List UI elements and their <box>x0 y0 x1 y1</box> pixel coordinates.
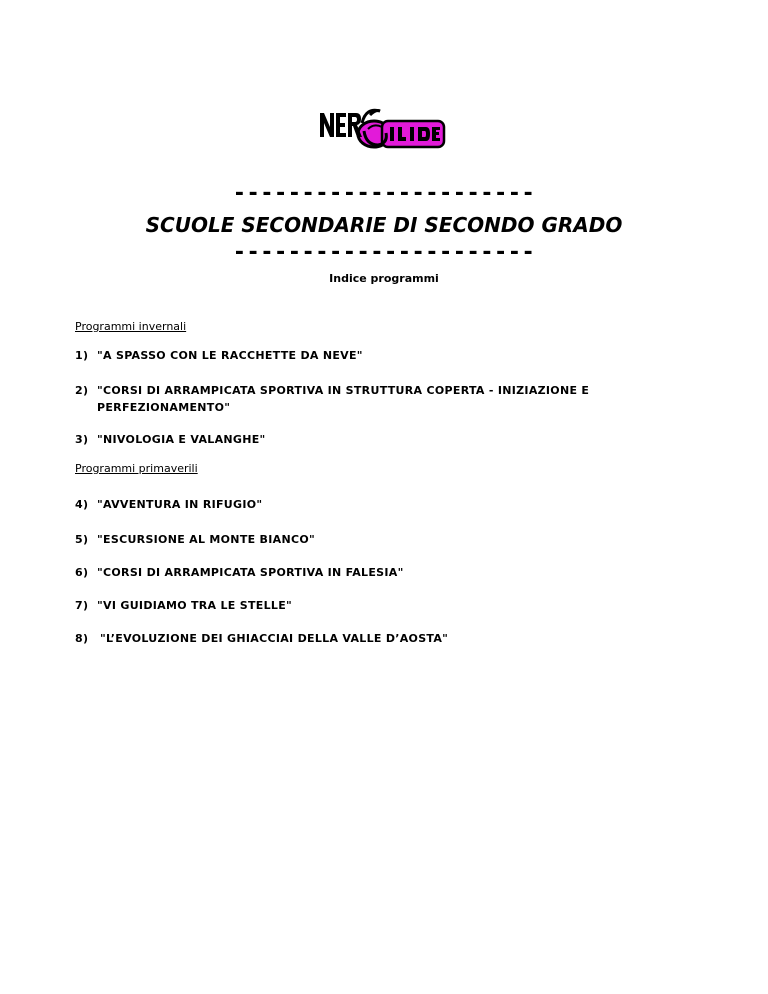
list-item-number: 2) <box>75 384 89 397</box>
list-item-text: "A SPASSO CON LE RACCHETTE DA NEVE" <box>97 349 363 362</box>
list-item <box>75 564 675 581</box>
separator-bottom: ---------------------- <box>232 240 536 265</box>
separator-top: ---------------------- <box>232 181 536 206</box>
list-item-text: "CORSI DI ARRAMPICATA SPORTIVA IN STRUTTURA COPERTA - INIZIAZIONE E PERFEZIONAMENTO" <box>97 384 590 414</box>
page-title: SCUOLE SECONDARIE DI SECONDO GRADO <box>145 213 623 237</box>
list-item-text: "L’EVOLUZIONE DEI GHIACCIAI DELLA VALLE D’AOSTA" <box>100 632 449 645</box>
list-item-number: 8) <box>75 632 89 645</box>
list-item <box>75 431 675 448</box>
list-item-text: "NIVOLOGIA E VALANGHE" <box>97 433 266 446</box>
list-item-text: "ESCURSIONE AL MONTE BIANCO" <box>97 533 316 546</box>
logo <box>316 103 450 153</box>
list-item <box>75 496 675 513</box>
list-item-text: "CORSI DI ARRAMPICATA SPORTIVA IN FALESIA" <box>97 566 404 579</box>
list-item <box>75 382 675 416</box>
list-item <box>75 630 675 647</box>
list-item <box>75 531 675 548</box>
list-item-number: 4) <box>75 498 89 511</box>
list-item <box>75 347 675 364</box>
list-item-number: 1) <box>75 349 89 362</box>
list-item <box>75 597 675 614</box>
list-item-text: "VI GUIDIAMO TRA LE STELLE" <box>97 599 293 612</box>
page-subtitle: Indice programmi <box>329 272 439 285</box>
section-heading-winter: Programmi invernali <box>75 320 187 333</box>
list-item-number: 7) <box>75 599 89 612</box>
list-item-number: 6) <box>75 566 89 579</box>
list-item-number: 5) <box>75 533 89 546</box>
list-item-text: "AVVENTURA IN RIFUGIO" <box>97 498 263 511</box>
section-heading-spring: Programmi primaverili <box>75 462 198 475</box>
list-item-number: 3) <box>75 433 89 446</box>
